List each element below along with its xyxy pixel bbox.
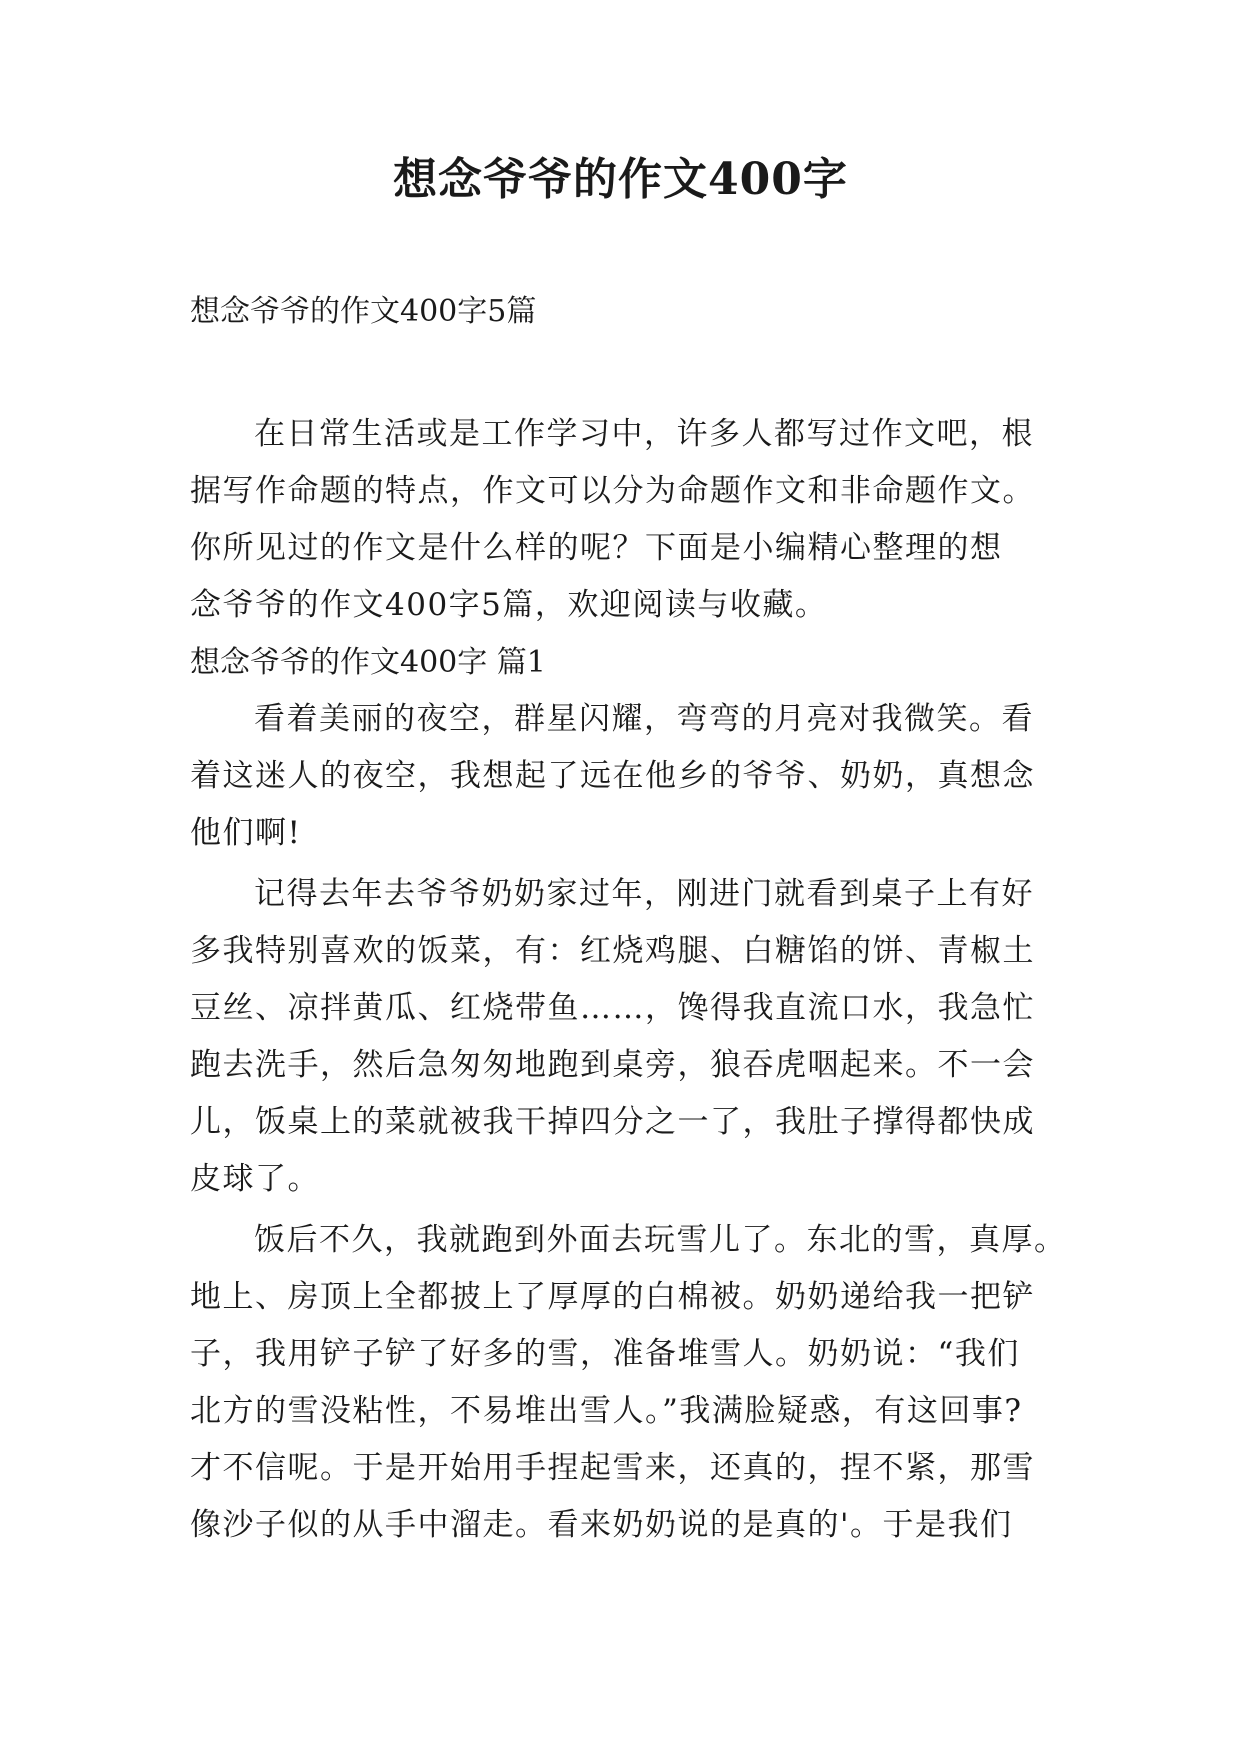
paragraph-1 xyxy=(190,691,1070,862)
text-line: 地上、房顶上全都披上了厚厚的白棉被。奶奶递给我一把铲 xyxy=(190,1279,1035,1315)
page-title: 想念爷爷的作文400字 xyxy=(393,154,848,205)
text-line: 看着美丽的夜空，群星闪耀，弯弯的月亮对我微笑。看 xyxy=(254,701,1034,737)
document-subtitle: 想念爷爷的作文400字5篇 xyxy=(190,294,537,329)
text-line: 着这迷人的夜空，我想起了远在他乡的爷爷、奶奶，真想念 xyxy=(190,758,1035,794)
text-line: 儿，饭桌上的菜就被我干掉四分之一了，我肚子撑得都快成 xyxy=(190,1104,1035,1140)
text-line: 记得去年去爷爷奶奶家过年，刚进门就看到桌子上有好 xyxy=(254,876,1034,912)
text-line: 子，我用铲子铲了好多的雪，准备堆雪人。奶奶说：“我们 xyxy=(190,1336,1020,1372)
text-line: 豆丝、凉拌黄瓜、红烧带鱼……，馋得我直流口水，我急忙 xyxy=(190,990,1035,1026)
text-line: 饭后不久，我就跑到外面去玩雪儿了。东北的雪，真厚。 xyxy=(254,1222,1067,1258)
section-heading: 想念爷爷的作文400字 篇1 xyxy=(190,645,546,680)
text-line: 皮球了。 xyxy=(190,1161,320,1197)
intro-paragraph xyxy=(190,406,1070,634)
text-line: 据写作命题的特点，作文可以分为命题作文和非命题作文。 xyxy=(190,473,1035,509)
text-line: 念爷爷的作文400字5篇，欢迎阅读与收藏。 xyxy=(190,587,828,623)
text-line: 跑去洗手，然后急匆匆地跑到桌旁，狼吞虎咽起来。不一会 xyxy=(190,1047,1035,1083)
text-line: 才不信呢。于是开始用手捏起雪来，还真的，捏不紧，那雪 xyxy=(190,1450,1035,1486)
paragraph-2 xyxy=(190,866,1070,1208)
text-line: 你所见过的作文是什么样的呢？下面是小编精心整理的想 xyxy=(190,530,1003,566)
text-line: 在日常生活或是工作学习中，许多人都写过作文吧，根 xyxy=(254,416,1034,452)
text-line: 像沙子似的从手中溜走。看来奶奶说的是真的'。于是我们 xyxy=(190,1507,1013,1543)
text-line: 北方的雪没粘性，不易堆出雪人。”我满脸疑惑，有这回事? xyxy=(190,1393,1023,1429)
text-line: 他们啊! xyxy=(190,815,302,851)
text-line: 多我特别喜欢的饭菜，有：红烧鸡腿、白糖馅的饼、青椒土 xyxy=(190,933,1035,969)
paragraph-3 xyxy=(190,1212,1070,1554)
document-body xyxy=(190,406,1070,1554)
